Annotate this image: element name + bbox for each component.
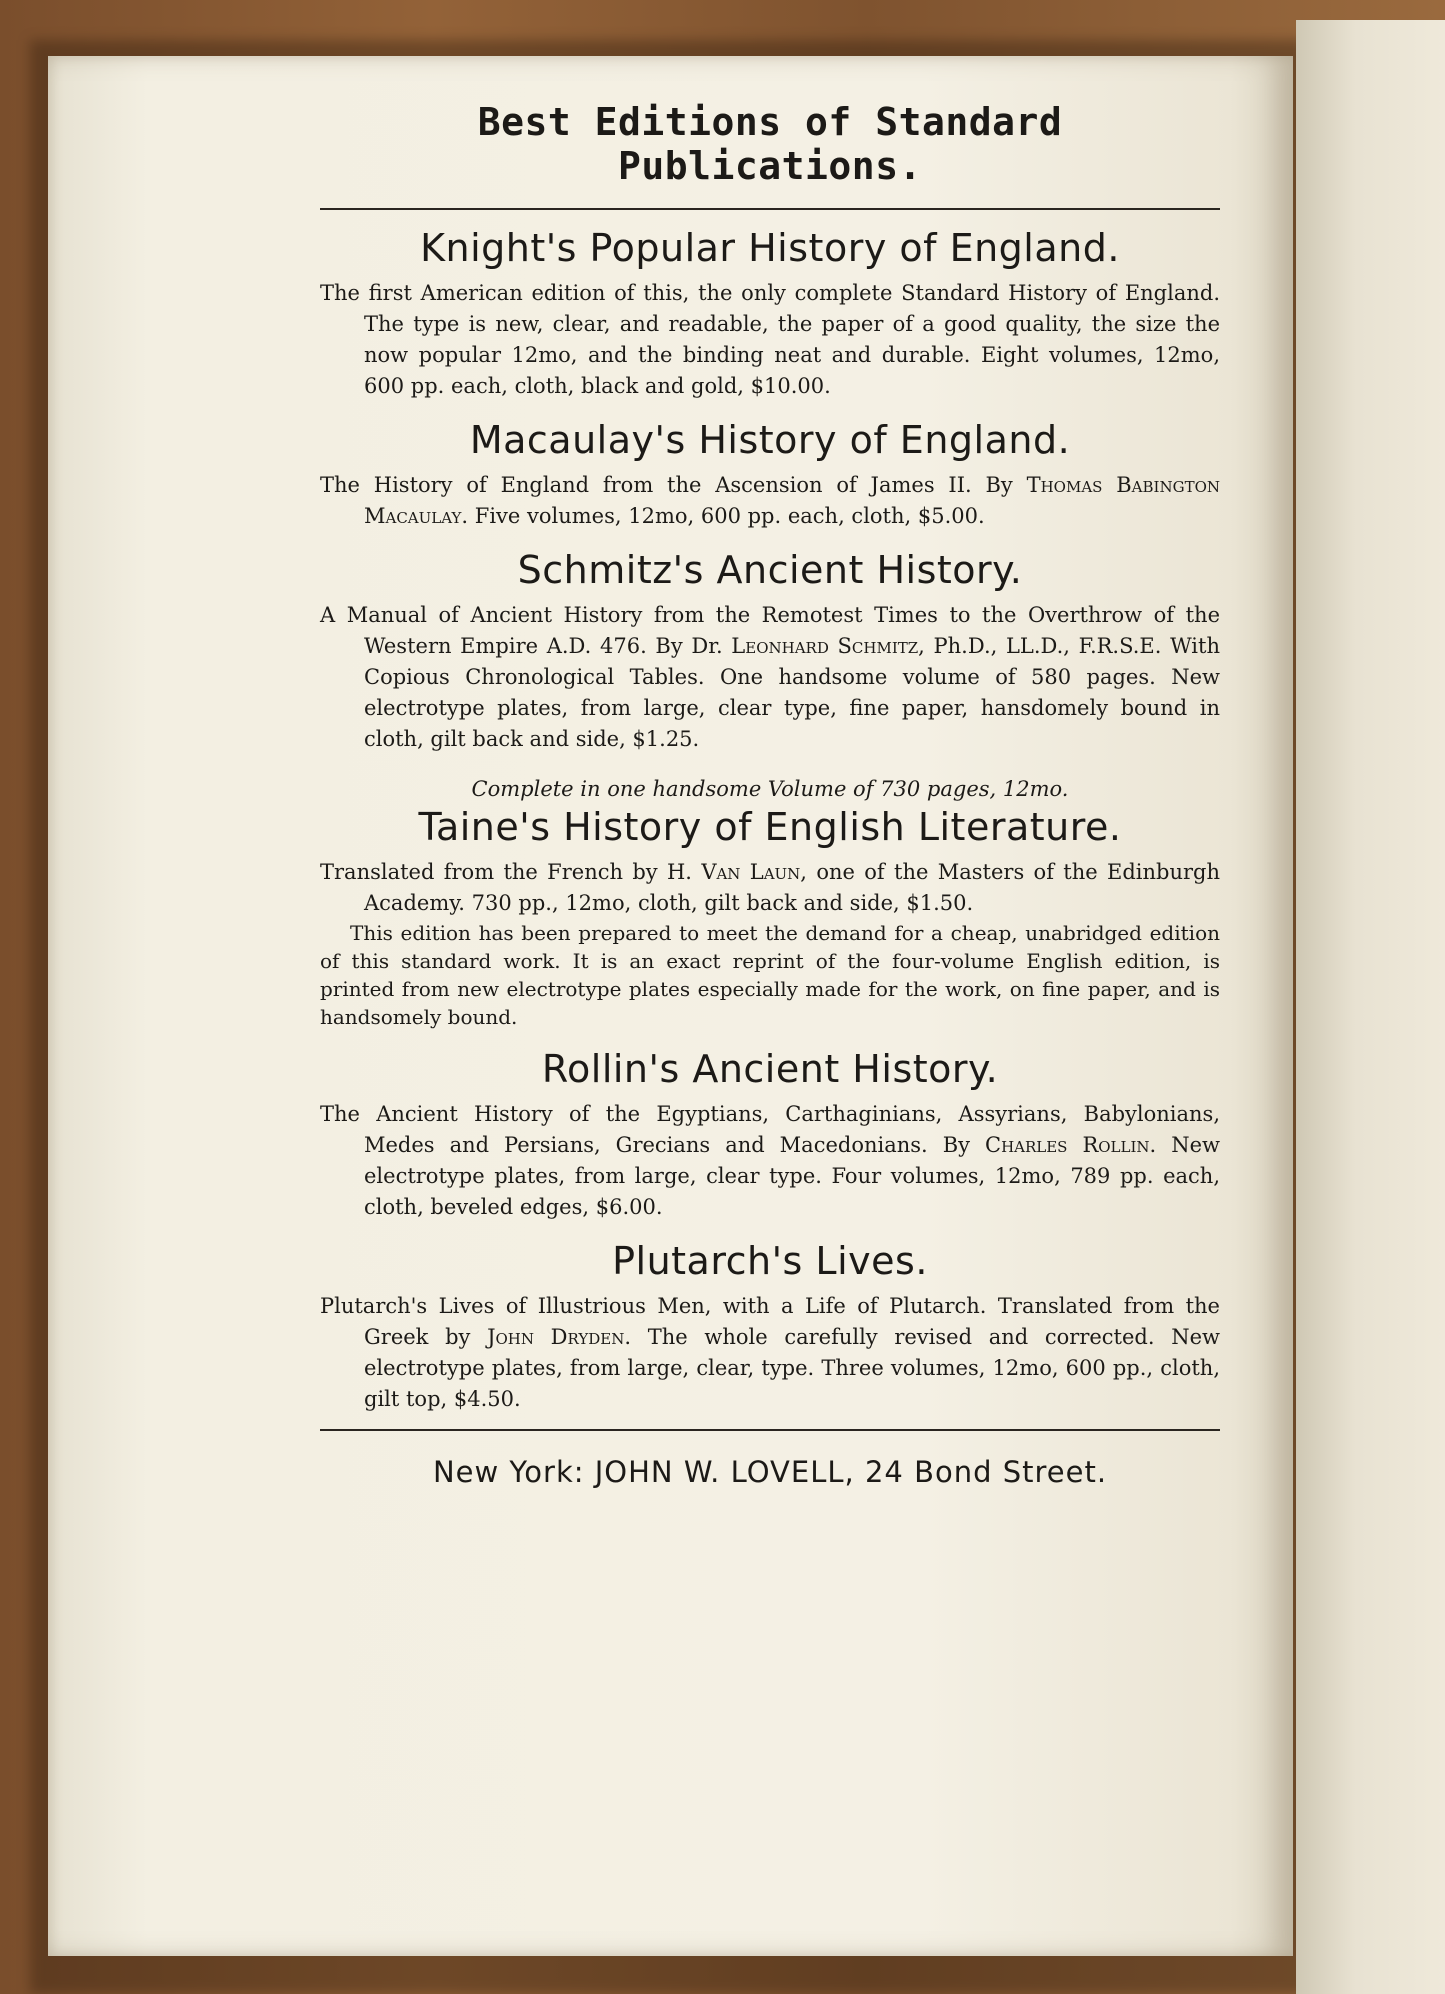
entry-knight — [320, 226, 1220, 402]
entry-text: Ph.D., LL.D., F.R.S.E. With Copious Chronological Tables. One handsome volume of 580 pages. New electrotype plates, from large, clear type, fine paper, hansdomely bound in cloth, gilt back and side, $1.25. — [364, 634, 1220, 751]
entry-text: A Manual of Ancient History from the Remotest Times to the Overthrow of the Western Empire A.D. 476. By Dr. — [320, 603, 1220, 658]
entry-text: The Ancient History of the Egyptians, Carthaginians, Assyrians, Babylonians, Medes and Persians, Grecians and Macedonians. By — [320, 1102, 1220, 1157]
entry-author: John Dryden. — [487, 1325, 632, 1349]
entry-title: Macaulay's History of England. — [469, 418, 1071, 462]
entry-title: Knight's Popular History of England. — [420, 226, 1120, 270]
entry-macaulay — [320, 418, 1220, 532]
entry-title: Rollin's Ancient History. — [541, 1047, 999, 1091]
entry-author: Leonhard Schmitz, — [731, 634, 925, 658]
entry-text: Five volumes, 12mo, 600 pp. each, cloth, $5.00. — [474, 504, 985, 528]
entry-description — [320, 1099, 1220, 1223]
entry-author: Thomas Babington Macaulay. — [364, 473, 1220, 528]
entry-rollin — [320, 1047, 1220, 1223]
volume-note: Complete in one handsome Volume of 730 pages, 12mo. — [471, 777, 1069, 801]
entry-title: Schmitz's Ancient History. — [517, 548, 1023, 592]
entry-title: Plutarch's Lives. — [612, 1239, 928, 1283]
entry-description — [320, 1291, 1220, 1415]
entry-text: The History of England from the Ascension of James II. By — [320, 473, 1013, 497]
entry-plutarch — [320, 1239, 1220, 1415]
entry-extra-description: This edition has been prepared to meet the demand for a cheap, unabridged edition of this standard work. It is an exact reprint of the four-volume English edition, is printed from new electrotype plates especially made for the work, on fine paper, and is handsomely bound. — [320, 921, 1220, 1029]
facing-page-edge — [1296, 20, 1445, 1994]
entry-title: Taine's History of English Literature. — [418, 805, 1122, 849]
entry-author: Charles Rollin. — [985, 1133, 1157, 1157]
publisher-footer: New York: JOHN W. LOVELL, 24 Bond Street. — [320, 1429, 1220, 1489]
entry-description — [320, 470, 1220, 532]
entry-description: The first American edition of this, the only complete Standard History of England. The type is new, clear, and readable, the paper of a good quality, the size the now popular 12mo, and the binding neat and durable. Eight volumes, 12mo, 600 pp. each, cloth, black and gold, $10.00. — [320, 281, 1220, 398]
entry-schmitz — [320, 548, 1220, 755]
entry-text: Plutarch's Lives of Illustrious Men, with a Life of Plutarch. Translated from the Greek by — [320, 1294, 1220, 1349]
entry-text: The whole carefully revised and corrected. New electrotype plates, from large, clear, type. Three volumes, 12mo, 600 pp., cloth, gilt top, $4.50. — [364, 1325, 1220, 1411]
entry-description — [320, 600, 1220, 755]
page-heading: Best Editions of Standard Publications. — [320, 100, 1220, 210]
entry-description — [320, 857, 1220, 919]
entry-text: New electrotype plates, from large, clear type. Four volumes, 12mo, 789 pp. each, cloth, beveled edges, $6.00. — [364, 1133, 1220, 1219]
entry-text: one of the Masters of the Edinburgh Academy. 730 pp., 12mo, cloth, gilt back and side, $1.50. — [364, 860, 1220, 915]
page-content — [320, 100, 1220, 1489]
entry-author: Van Laun, — [701, 860, 807, 884]
entry-taine — [320, 777, 1220, 1031]
entry-text: Translated from the French by H. — [320, 860, 692, 884]
